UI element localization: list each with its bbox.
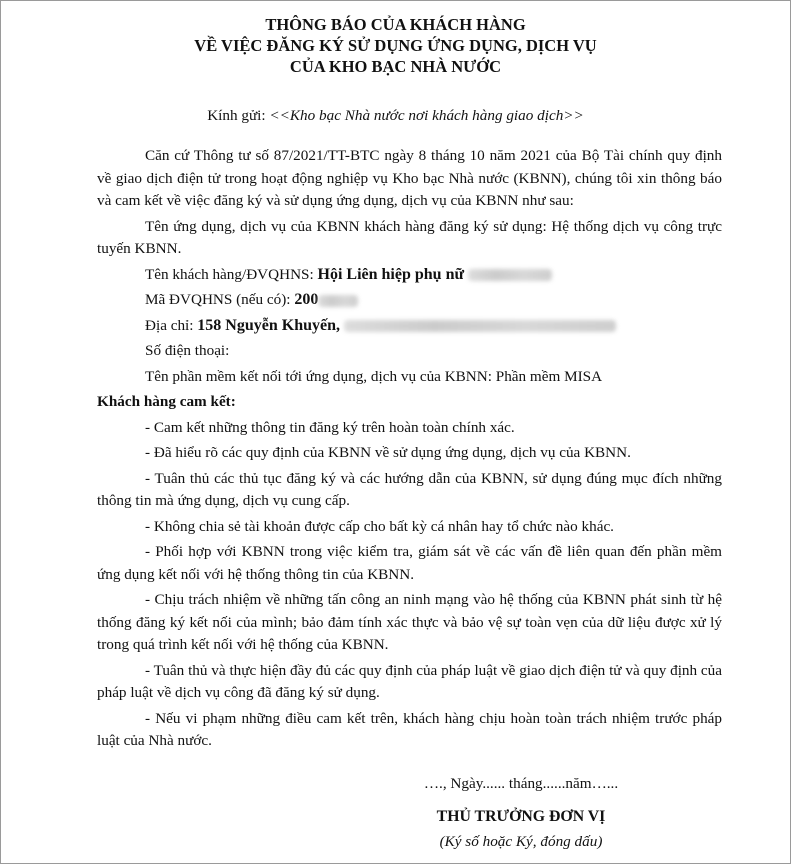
customer-address-line	[97, 315, 722, 338]
customer-address-label: Địa chỉ:	[145, 316, 198, 334]
date-line: …., Ngày...... tháng......năm…...	[423, 775, 619, 792]
service-name-paragraph: Tên ứng dụng, dịch vụ của KBNN khách hàng đăng ký sử dụng: Hệ thống dịch vụ công trực tuyến KBNN.	[97, 217, 722, 257]
commitment-item: - Tuân thủ và thực hiện đầy đủ các quy định của pháp luật về giao dịch điện tử và quy định của pháp luật về dịch vụ công đã đăng ký sử dụng.	[97, 661, 722, 701]
customer-code-line	[97, 289, 722, 312]
signature-title: THỦ TRƯỞNG ĐƠN VỊ	[436, 808, 606, 825]
customer-code-value: 200	[294, 291, 319, 308]
document-title	[1, 14, 790, 77]
redacted-address	[344, 320, 616, 332]
customer-name-line	[97, 264, 722, 287]
salutation-recipient: <<Kho bạc Nhà nước nơi khách hàng giao dịch>>	[269, 107, 584, 124]
commitment-item: - Nếu vi phạm những điều cam kết trên, khách hàng chịu hoàn toàn trách nhiệm trước pháp luật của Nhà nước.	[97, 709, 722, 749]
title-line-2: VỀ VIỆC ĐĂNG KÝ SỬ DỤNG ỨNG DỤNG, DỊCH VỤ	[194, 36, 597, 55]
commitment-item: - Không chia sẻ tài khoản được cấp cho bất kỳ cá nhân hay tổ chức nào khác.	[145, 517, 614, 535]
commitment-item: - Tuân thủ các thủ tục đăng ký và các hướng dẫn của KBNN, sử dụng đúng mục đích những thông tin mà ứng dụng, dịch vụ cung cấp.	[97, 469, 722, 509]
redacted-code	[318, 295, 358, 307]
commitment-item: - Chịu trách nhiệm về những tấn công an ninh mạng vào hệ thống của KBNN phát sinh từ hệ thống đăng ký kết nối của mình; bảo đảm tính xác thực và bảo vệ sự toàn vẹn của dữ liệu được xử lý trong quá trình kết nối với hệ thống của KBNN.	[97, 591, 722, 653]
document-body	[97, 145, 722, 756]
salutation-label: Kính gửi:	[207, 107, 270, 124]
title-line-3: CỦA KHO BẠC NHÀ NƯỚC	[289, 57, 502, 76]
commitment-item: - Cam kết những thông tin đăng ký trên hoàn toàn chính xác.	[145, 418, 515, 436]
commitment-item: - Phối hợp với KBNN trong việc kiểm tra, giám sát về các vấn đề liên quan đến phần mềm ứng dụng kết nối với hệ thống thông tin của KBNN.	[97, 543, 722, 583]
customer-code-label: Mã ĐVQHNS (nếu có):	[145, 291, 295, 308]
commitment-item: - Đã hiểu rõ các quy định của KBNN về sử dụng ứng dụng, dịch vụ của KBNN.	[145, 444, 631, 461]
salutation	[1, 105, 790, 128]
software-line: Tên phần mềm kết nối tới ứng dụng, dịch vụ của KBNN: Phần mềm MISA	[145, 367, 603, 385]
title-line-1: THÔNG BÁO CỦA KHÁCH HÀNG	[265, 15, 526, 34]
customer-phone-line: Số điện thoại:	[145, 342, 230, 359]
redacted-name	[468, 269, 552, 281]
intro-paragraph: Căn cứ Thông tư số 87/2021/TT-BTC ngày 8 tháng 10 năm 2021 của Bộ Tài chính quy định về giao dịch điện tử trong hoạt động nghiệp vụ Kho bạc Nhà nước (KBNN), chúng tôi xin thông báo và cam kết về việc đăng ký và sử dụng ứng dụng, dịch vụ của KBNN như sau:	[97, 147, 722, 209]
customer-name-label: Tên khách hàng/ĐVQHNS:	[145, 265, 318, 283]
customer-name-value: Hội Liên hiệp phụ nữ	[317, 265, 465, 283]
commitments-heading: Khách hàng cam kết:	[97, 393, 236, 410]
customer-address-value: 158 Nguyễn Khuyến,	[197, 316, 340, 334]
signature-note: (Ký số hoặc Ký, đóng dấu)	[439, 833, 603, 850]
